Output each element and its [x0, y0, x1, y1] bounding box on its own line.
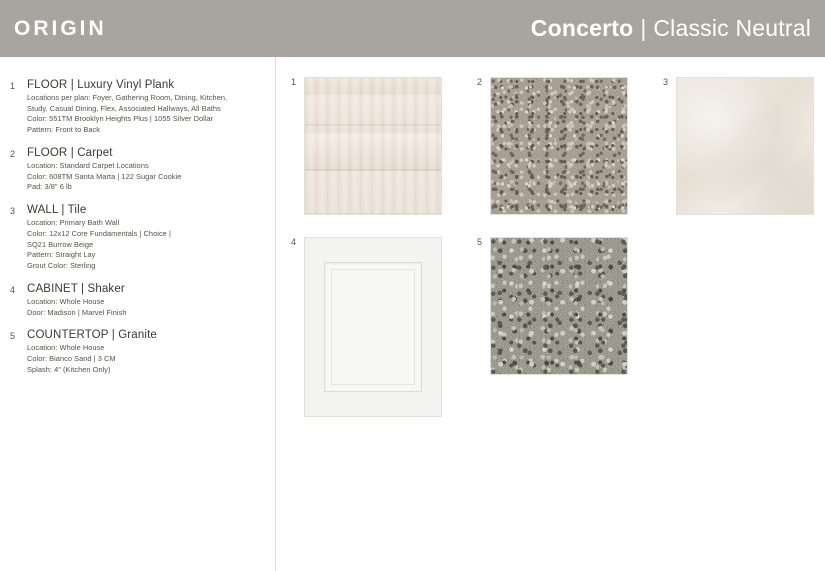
spec-detail-line: Location: Primary Bath Wall: [27, 218, 120, 228]
spec-detail-line: Pattern: Straight Lay: [27, 250, 96, 260]
spec-detail-line: Locations per plan: Foyer, Gathering Room, Dining, Kitchen,: [27, 93, 228, 102]
brand-logo: ORIGIN: [14, 17, 107, 40]
spec-title: CABINET | Shaker: [27, 282, 125, 295]
cabinet-panel-recess: [324, 262, 422, 392]
spec-item-5: [10, 329, 261, 375]
spec-title: WALL | Tile: [27, 204, 87, 217]
spec-detail-line: Location: Whole House: [27, 343, 105, 353]
swatch-number: 2: [477, 77, 483, 87]
wall-tile-swatch-image: [676, 77, 814, 215]
spec-detail-line: Location: Standard Carpet Locations: [27, 160, 149, 170]
lvp-swatch-image: [304, 77, 442, 215]
spec-item-4: [10, 283, 261, 318]
spec-detail-line: Location: Whole House: [27, 296, 105, 306]
page-title-sub: Classic Neutral: [653, 15, 811, 41]
spec-number: 5: [10, 331, 16, 342]
swatch-4[interactable]: [291, 237, 442, 417]
spec-detail-line: Color: 608TM Santa Marta | 122 Sugar Cookie: [27, 171, 182, 181]
swatch-board: [276, 57, 825, 571]
spec-item-2: [10, 147, 261, 193]
spec-number: 4: [10, 284, 16, 295]
swatch-number: 1: [291, 77, 297, 87]
carpet-swatch-image: [490, 77, 628, 215]
spec-item-1: [10, 79, 261, 136]
page-title-main: Concerto: [530, 15, 634, 41]
swatch-5[interactable]: [477, 237, 628, 375]
page-title-separator: |: [640, 15, 647, 41]
spec-number: 1: [10, 81, 16, 91]
specification-list: [0, 57, 276, 571]
spec-detail-line: Pattern: Front to Back: [27, 125, 100, 135]
spec-body: [27, 147, 261, 193]
spec-body: [27, 79, 261, 136]
swatch-number: 4: [291, 237, 297, 247]
spec-number: 3: [10, 206, 16, 217]
spec-title: FLOOR | Carpet: [27, 146, 113, 159]
spec-detail-line: Door: Madison | Marvel Finish: [27, 307, 127, 317]
spec-title: COUNTERTOP | Granite: [27, 329, 157, 342]
spec-detail-line: Color: Bianco Sand | 3 CM: [27, 354, 116, 364]
swatch-1[interactable]: [291, 77, 442, 215]
swatch-number: 3: [663, 77, 669, 87]
swatch-number: 5: [477, 237, 483, 247]
spec-body: [27, 204, 261, 272]
spec-title: FLOOR | Luxury Vinyl Plank: [27, 79, 175, 91]
spec-detail-line: Pad: 3/8" 6 lb: [27, 182, 72, 192]
spec-detail-line: SQ21 Burrow Beige: [27, 239, 94, 249]
spec-detail-line: Study, Casual Dining, Flex, Associated Hallways, All Baths: [27, 103, 221, 113]
spec-detail-line: Splash: 4" (Kitchen Only): [27, 364, 111, 374]
spec-body: [27, 283, 261, 318]
spec-detail-line: Color: 12x12 Core Fundamentals | Choice |: [27, 228, 171, 238]
page-title: [531, 15, 811, 42]
swatch-2[interactable]: [477, 77, 628, 215]
spec-body: [27, 329, 261, 375]
cabinet-swatch-image: [304, 237, 442, 417]
spec-item-3: [10, 204, 261, 272]
spec-number: 2: [10, 148, 16, 159]
granite-swatch-image: [490, 237, 628, 375]
spec-detail-line: Grout Color: Sterling: [27, 261, 96, 271]
spec-detail-line: Color: 551TM Brooklyn Heights Plus | 1055 Silver Dollar: [27, 114, 214, 124]
page-header: [0, 0, 825, 57]
swatch-3[interactable]: [663, 77, 814, 215]
